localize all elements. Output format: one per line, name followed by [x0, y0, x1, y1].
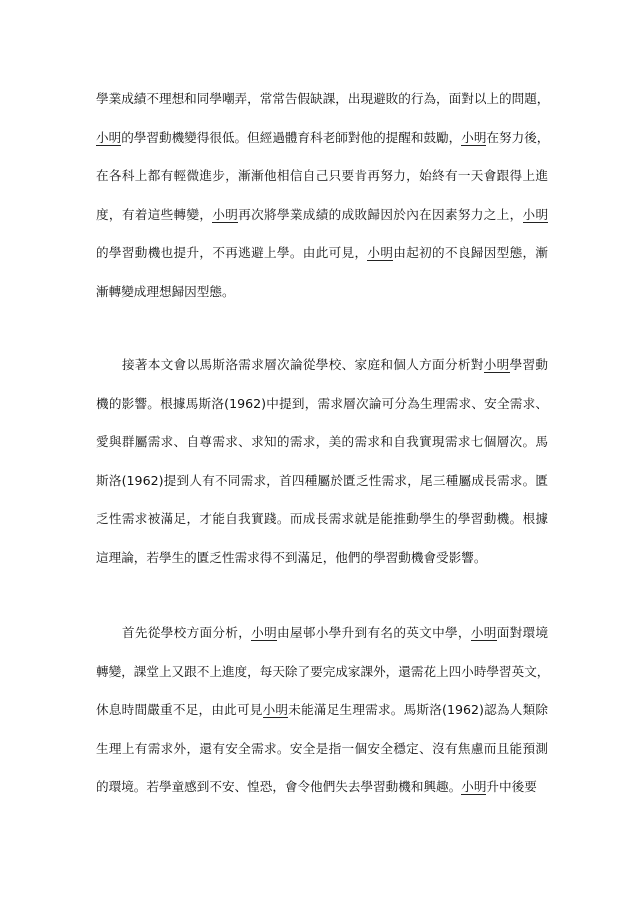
paragraph-1	[96, 91, 548, 322]
text-segment: 再次將學業成績的成敗歸因於內在因素努力之上，	[238, 206, 523, 222]
underlined-name: 小明	[461, 779, 487, 794]
text-line	[96, 357, 548, 396]
text-line	[96, 550, 548, 589]
text-segment: 由屋邨小學升到有名的英文中學，	[277, 625, 471, 640]
text-segment: 首先從學校方面分析，	[122, 625, 252, 640]
underlined-name: 小明	[212, 206, 239, 222]
underlined-name: 小明	[262, 702, 289, 717]
text-line	[96, 702, 548, 741]
underlined-name: 小明	[96, 129, 122, 145]
text-segment: 生理上有需求外，還有安全需求。安全是指一個安全穩定、沒有焦慮而且能預測	[96, 740, 548, 756]
text-line	[96, 207, 548, 246]
text-line	[96, 91, 548, 130]
paragraph-3	[96, 625, 548, 818]
text-segment: 升中後要	[486, 779, 537, 794]
text-line	[96, 245, 548, 284]
underlined-name: 小明	[251, 625, 278, 640]
text-segment: 漸轉變成理想歸因型態。	[96, 283, 235, 299]
text-segment: 學習動	[509, 357, 549, 372]
underlined-name: 小明	[367, 245, 394, 260]
text-line	[96, 434, 548, 473]
text-segment: 的環境。若學童感到不安、惶恐，會令他們失去學習動機和興趣。	[96, 779, 462, 794]
text-line	[96, 741, 548, 780]
text-line	[96, 130, 548, 169]
underlined-name: 小明	[461, 129, 487, 145]
text-segment: 的學習動機也提升，不再逃避上學。由此可見，	[96, 245, 368, 260]
paragraph-2	[96, 357, 548, 588]
text-line	[96, 779, 548, 818]
text-line	[96, 396, 548, 435]
text-segment: 在各科上都有輕微進步，漸漸他相信自己只要肯再努力，始終有一天會跟得上進	[96, 168, 548, 183]
underlined-name: 小明	[483, 357, 510, 372]
text-segment: 面對環境	[496, 625, 549, 640]
text-line	[96, 664, 548, 703]
text-line	[96, 284, 548, 323]
underlined-name: 小明	[470, 625, 497, 640]
text-segment: 未能滿足生理需求。馬斯洛(1962)認為人類除	[288, 702, 548, 717]
text-line	[96, 511, 548, 550]
text-segment: 愛與群屬需求、自尊需求、求知的需求，美的需求和自我實現需求七個層次。馬	[96, 434, 548, 449]
text-segment: 乏性需求被滿足，才能自我實踐。而成長需求就是能推動學生的學習動機。根據	[96, 511, 548, 526]
text-segment: 在努力後，	[486, 129, 550, 145]
text-segment: 度，有着這些轉變，	[96, 206, 213, 222]
text-line	[96, 473, 548, 512]
text-segment: 由起初的不良歸因型態，漸	[393, 245, 549, 260]
text-segment: 休息時間嚴重不足，由此可見	[96, 702, 263, 717]
text-segment: 轉變，課堂上又跟不上進度，每天除了要完成家課外，還需花上四小時學習英文，	[96, 663, 550, 679]
text-line	[96, 625, 548, 664]
underlined-name: 小明	[522, 206, 549, 222]
text-line	[96, 168, 548, 207]
text-segment: 斯洛(1962)提到人有不同需求，首四種屬於匱乏性需求，尾三種屬成長需求。匱	[96, 472, 548, 488]
text-segment: 接著本文會以馬斯洛需求層次論從學校、家庭和個人方面分析對	[122, 357, 484, 372]
text-segment: 機的影響。根據馬斯洛(1962)中提到，需求層次論可分為生理需求、安全需求、	[96, 395, 548, 411]
text-segment: 學業成績不理想和同學嘲弄，常常告假缺課，出現避敗的行為，面對以上的問題，	[96, 91, 550, 106]
text-segment: 這理論，若學生的匱乏性需求得不到滿足，他們的學習動機會受影響。	[96, 549, 487, 565]
text-segment: 的學習動機變得很低。但經過體育科老師對他的提醒和鼓勵，	[121, 129, 462, 145]
